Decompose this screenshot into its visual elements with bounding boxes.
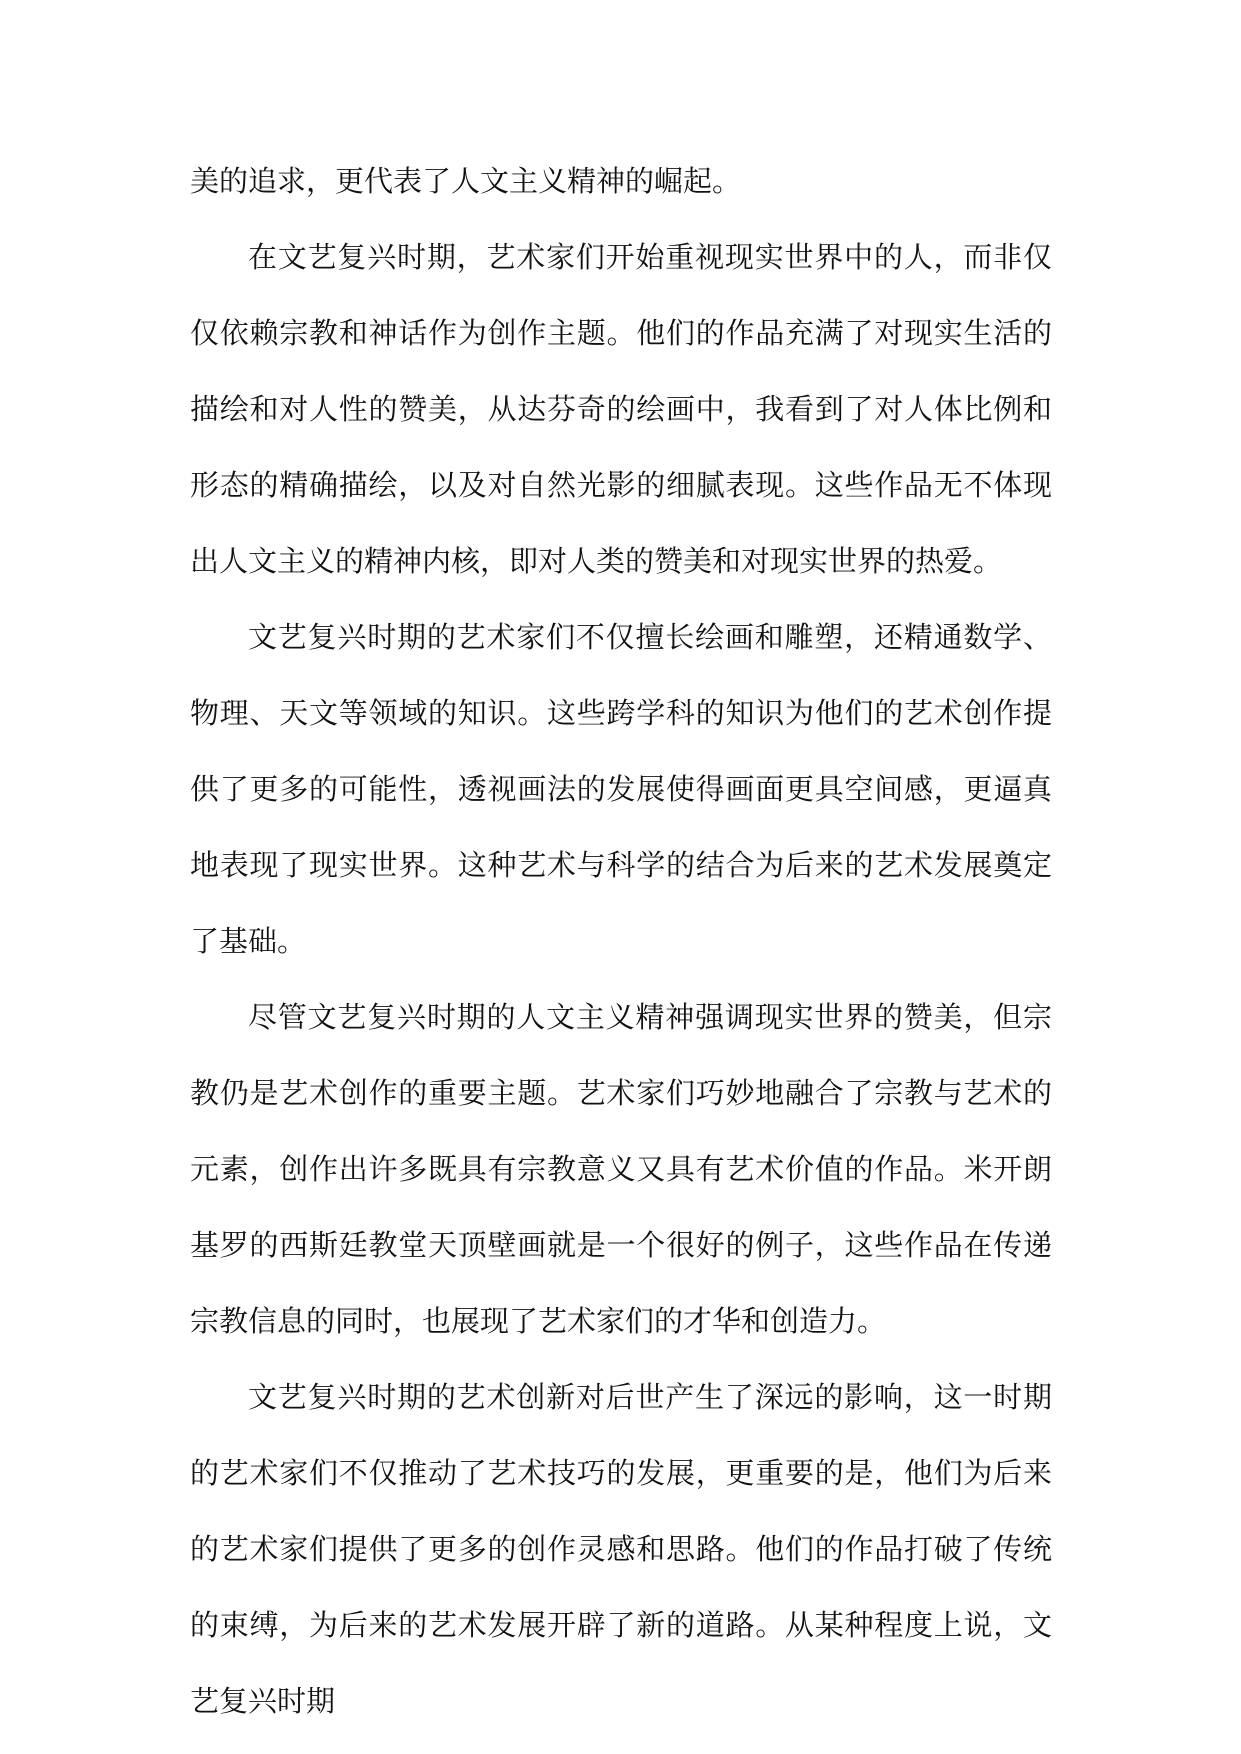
paragraph-humanism: 在文艺复兴时期，艺术家们开始重视现实世界中的人，而非仅仅依赖宗教和神话作为创作主题。他们的作品充满了对现实生活的描绘和对人性的赞美，从达芬奇的绘画中，我看到了对人体比例和形态的精确描绘，以及对自然光影的细腻表现。这些作品无不体现出人文主义的精神内核，即对人类的赞美和对现实世界的热爱。 xyxy=(190,240,1052,578)
paragraph-religion: 尽管文艺复兴时期的人文主义精神强调现实世界的赞美，但宗教仍是艺术创作的重要主题。艺术家们巧妙地融合了宗教与艺术的元素，创作出许多既具有宗教意义又具有艺术价值的作品。米开朗基罗的西斯廷教堂天顶壁画就是一个很好的例子，这些作品在传递宗教信息的同时，也展现了艺术家们的才华和创造力。 xyxy=(190,1000,1052,1338)
paragraph-continuation: 美的追求，更代表了人文主义精神的崛起。 xyxy=(190,164,742,198)
paragraph-influence: 文艺复兴时期的艺术创新对后世产生了深远的影响，这一时期的艺术家们不仅推动了艺术技巧的发展，更重要的是，他们为后来的艺术家们提供了更多的创作灵感和思路。他们的作品打破了传统的束缚，为后来的艺术发展开辟了新的道路。从某种程度上说，文艺复兴时期 xyxy=(190,1380,1052,1718)
document-body xyxy=(190,143,1052,1739)
paragraph-art-and-science: 文艺复兴时期的艺术家们不仅擅长绘画和雕塑，还精通数学、物理、天文等领域的知识。这些跨学科的知识为他们的艺术创作提供了更多的可能性，透视画法的发展使得画面更具空间感，更逼真地表现了现实世界。这种艺术与科学的结合为后来的艺术发展奠定了基础。 xyxy=(190,620,1052,958)
